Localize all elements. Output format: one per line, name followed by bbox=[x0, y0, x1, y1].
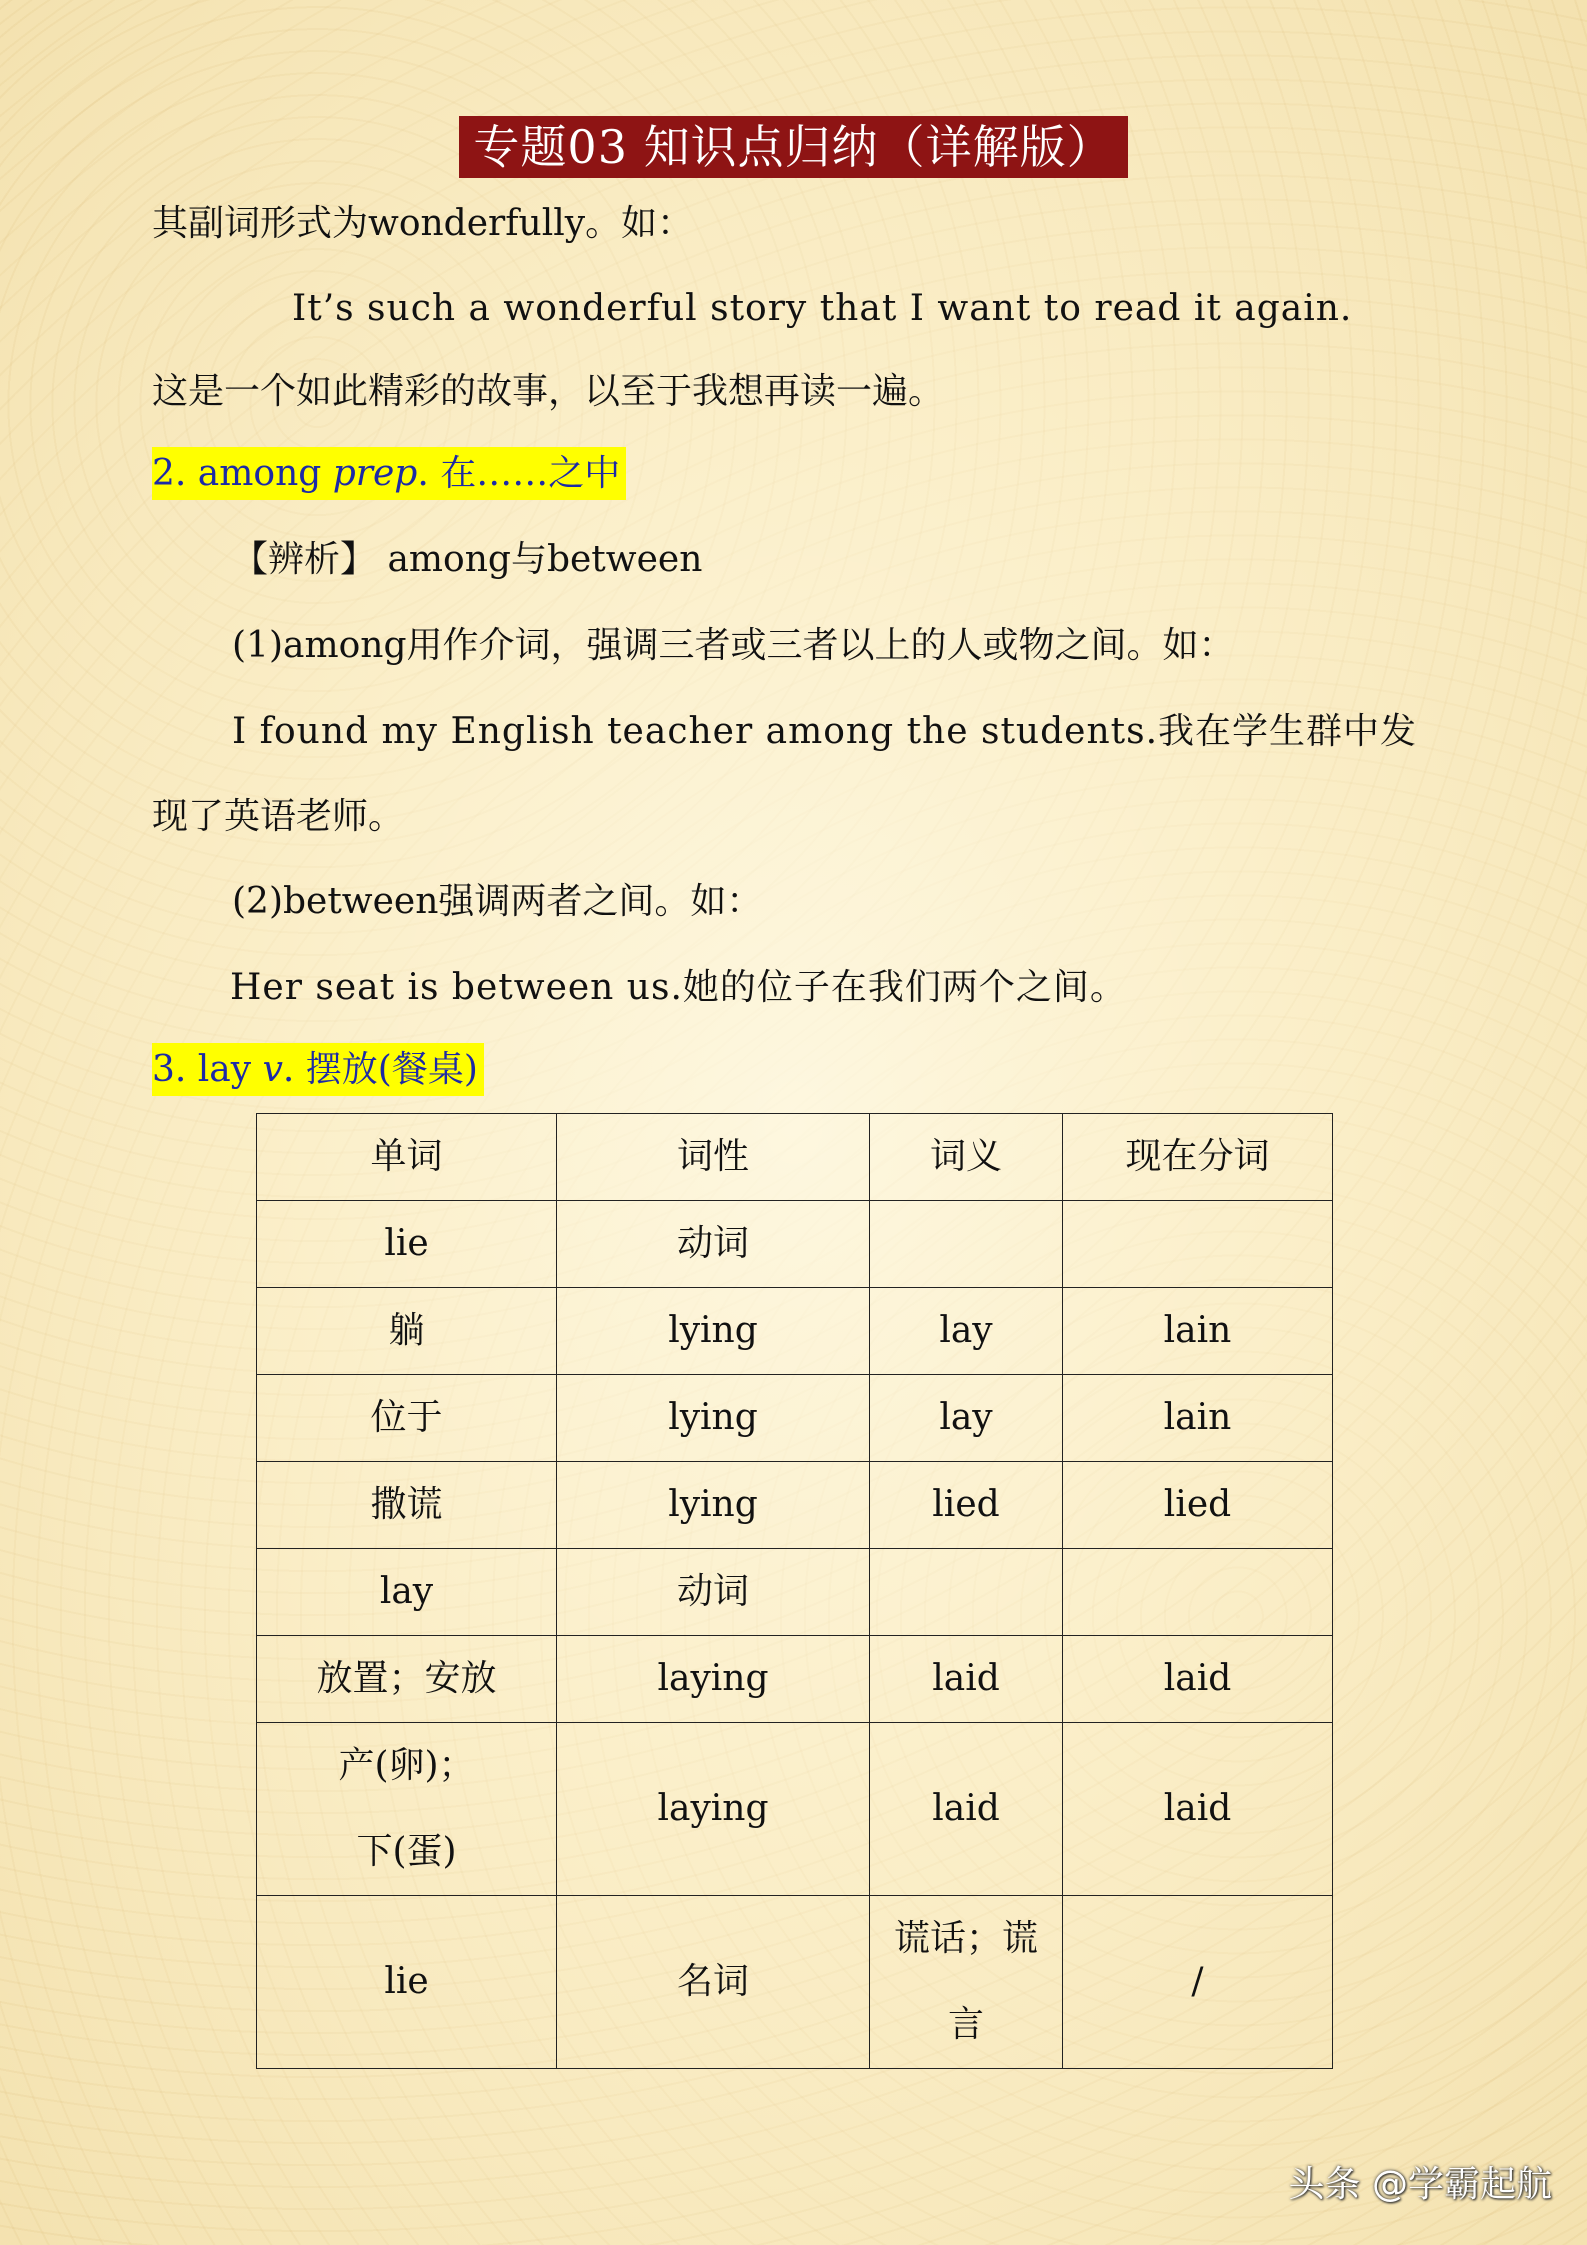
page-title: 专题03 知识点归纳（详解版） bbox=[459, 116, 1127, 178]
heading-lay bbox=[152, 1046, 484, 1094]
table-cell: lying bbox=[557, 1375, 870, 1462]
table-cell bbox=[870, 1549, 1063, 1636]
table-cell-line: 下(蛋) bbox=[356, 1831, 457, 1872]
example-translation-wonderful: 这是一个如此精彩的故事，以至于我想再读一遍。 bbox=[152, 371, 945, 412]
header-word: 单词 bbox=[257, 1114, 557, 1201]
table-cell: lying bbox=[557, 1462, 870, 1549]
table-cell: lied bbox=[1063, 1462, 1333, 1549]
heading-among bbox=[152, 450, 626, 498]
table-cell: lay bbox=[257, 1549, 557, 1636]
header-meaning: 词义 bbox=[870, 1114, 1063, 1201]
table-cell bbox=[870, 1896, 1063, 2069]
table-cell: laid bbox=[870, 1723, 1063, 1896]
table-row bbox=[257, 1723, 1333, 1896]
vocabulary-table bbox=[256, 1113, 1333, 2069]
heading-lay-pos: v bbox=[262, 1049, 283, 1090]
table-row bbox=[257, 1375, 1333, 1462]
table-cell bbox=[1063, 1549, 1333, 1636]
table-row bbox=[257, 1549, 1333, 1636]
table-cell: 撒谎 bbox=[257, 1462, 557, 1549]
between-usage: (2)between强调两者之间。如： bbox=[232, 881, 763, 922]
analysis-label: 【辨析】 among与between bbox=[232, 539, 703, 580]
table-cell bbox=[870, 1201, 1063, 1288]
table-row bbox=[257, 1636, 1333, 1723]
table-cell: laying bbox=[557, 1636, 870, 1723]
table-cell: laid bbox=[1063, 1636, 1333, 1723]
example-sentence-between: Her seat is between us.她的位子在我们两个之间。 bbox=[230, 967, 1127, 1008]
table-cell-line: 产(卵)； bbox=[338, 1745, 475, 1786]
table-cell: lie bbox=[257, 1896, 557, 2069]
table-cell: lay bbox=[870, 1375, 1063, 1462]
table-cell-line: 言 bbox=[947, 2004, 984, 2045]
example-sentence-among-continued: 现了英语老师。 bbox=[152, 796, 405, 837]
table-cell: lying bbox=[557, 1288, 870, 1375]
table-row bbox=[257, 1201, 1333, 1288]
table-row bbox=[257, 1288, 1333, 1375]
heading-lay-meaning: . 摆放(餐桌) bbox=[282, 1049, 478, 1090]
table-cell bbox=[257, 1723, 557, 1896]
header-participle: 现在分词 bbox=[1063, 1114, 1333, 1201]
table-cell: lain bbox=[1063, 1288, 1333, 1375]
example-sentence-wonderful: It’s such a wonderful story that I want to read it again. bbox=[292, 288, 1353, 329]
table-cell: 动词 bbox=[557, 1201, 870, 1288]
table-cell: / bbox=[1063, 1896, 1333, 2069]
table-header-row bbox=[257, 1114, 1333, 1201]
table-cell: 位于 bbox=[257, 1375, 557, 1462]
table-cell: laying bbox=[557, 1723, 870, 1896]
table-cell-line: 谎话；谎 bbox=[893, 1918, 1038, 1959]
watermark: 头条 @学霸起航 bbox=[1288, 2164, 1552, 2205]
heading-among-meaning: . 在……之中 bbox=[417, 453, 621, 494]
title-container bbox=[0, 116, 1587, 178]
table-cell: laid bbox=[870, 1636, 1063, 1723]
table-cell: 名词 bbox=[557, 1896, 870, 2069]
heading-among-pos: prep bbox=[332, 453, 418, 494]
example-sentence-among: I found my English teacher among the students.我在学生群中发 bbox=[232, 711, 1418, 752]
heading-lay-word: 3. lay bbox=[152, 1049, 263, 1090]
table-cell: 躺 bbox=[257, 1288, 557, 1375]
table-cell: lain bbox=[1063, 1375, 1333, 1462]
among-usage: (1)among用作介词，强调三者或三者以上的人或物之间。如： bbox=[232, 625, 1235, 666]
paragraph-adverb-form: 其副词形式为wonderfully。如： bbox=[152, 203, 694, 244]
table-row bbox=[257, 1462, 1333, 1549]
table-cell: lay bbox=[870, 1288, 1063, 1375]
table-cell: laid bbox=[1063, 1723, 1333, 1896]
table-row bbox=[257, 1896, 1333, 2069]
heading-among-word: 2. among bbox=[152, 453, 333, 494]
heading-among-highlight bbox=[152, 447, 626, 500]
table-cell: lied bbox=[870, 1462, 1063, 1549]
table-cell: lie bbox=[257, 1201, 557, 1288]
table-cell: 动词 bbox=[557, 1549, 870, 1636]
table-cell: 放置；安放 bbox=[257, 1636, 557, 1723]
header-part-of-speech: 词性 bbox=[557, 1114, 870, 1201]
heading-lay-highlight bbox=[152, 1043, 484, 1096]
table-cell bbox=[1063, 1201, 1333, 1288]
